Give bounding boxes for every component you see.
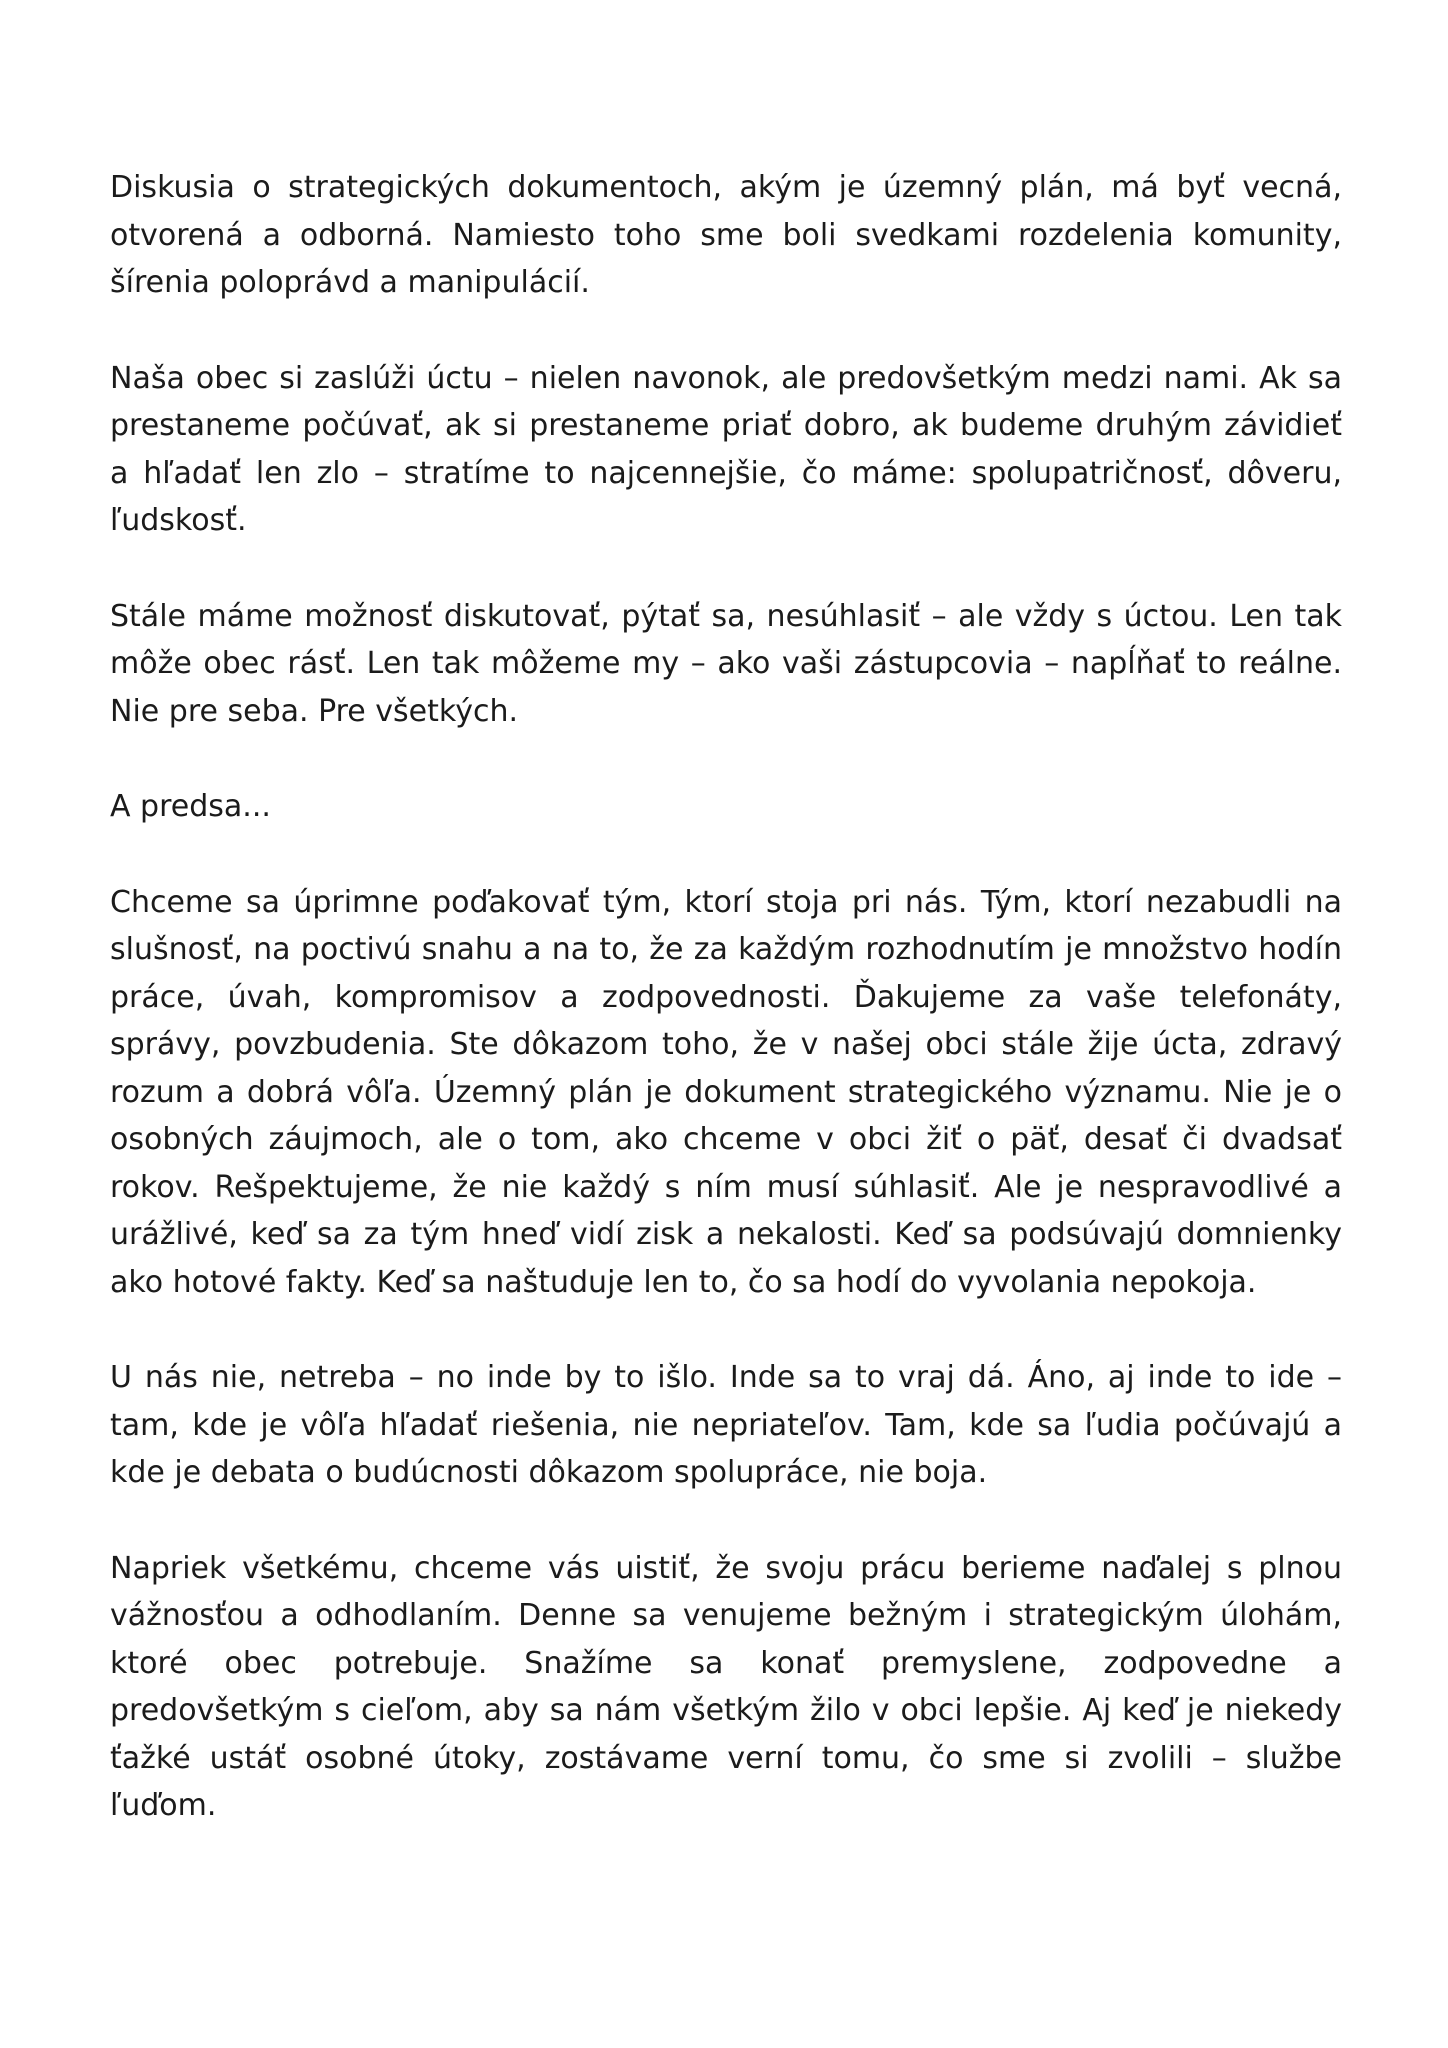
paragraph-dialogue: Stále máme možnosť diskutovať, pýtať sa, nesúhlasiť – ale vždy s úctou. Len tak môže obec rásť. Len tak môžeme my – ako vaši zástupcovia – napĺňať to reálne. Nie pre seba. Pre všetkých.	[110, 598, 1342, 729]
document-body	[110, 164, 1342, 1830]
paragraph-respect: Naša obec si zaslúži úctu – nielen navonok, ale predovšetkým medzi nami. Ak sa prestaneme počúvať, ak si prestaneme priať dobro, ak budeme druhým závidieť a hľadať len zlo – stratíme to najcennejšie, čo máme: spolupatričnosť, dôveru, ľudskosť.	[110, 360, 1342, 538]
paragraph-elsewhere: U nás nie, netreba – no inde by to išlo. Inde sa to vraj dá. Áno, aj inde to ide – tam, kde je vôľa hľadať riešenia, nie nepriateľov. Tam, kde sa ľudia počúvajú a kde je debata o budúcnosti dôkazom spolupráce, nie boja.	[110, 1360, 1342, 1490]
paragraph-commitment: Napriek všetkému, chceme vás uistiť, že svoju prácu berieme naďalej s plnou vážnosťou a odhodlaním. Denne sa venujeme bežným i strategickým úlohám, ktoré obec potrebuje. Snažíme sa konať premyslene, zodpovedne a predovšetkým s cieľom, aby sa nám všetkým žilo v obci lepšie. Aj keď je niekedy ťažké ustáť osobné útoky, zostávame verní tomu, čo sme si zvolili – službe ľuďom.	[110, 1550, 1342, 1823]
paragraph-thanks: Chceme sa úprimne poďakovať tým, ktorí stoja pri nás. Tým, ktorí nezabudli na slušnosť, na poctivú snahu a na to, že za každým rozhodnutím je množstvo hodín práce, úvah, kompromisov a zodpovednosti. Ďakujeme za vaše telefonáty, správy, povzbudenia. Ste dôkazom toho, že v našej obci stále žije úcta, zdravý rozum a dobrá vôľa. Územný plán je dokument strategického významu. Nie je o osobných záujmoch, ale o tom, ako chceme v obci žiť o päť, desať či dvadsať rokov. Rešpektujeme, že nie každý s ním musí súhlasiť. Ale je nespravodlivé a urážlivé, keď sa za tým hneď vidí zisk a nekalosti. Keď sa podsúvajú domnienky ako hotové fakty. Keď sa naštuduje len to, čo sa hodí do vyvolania nepokoja.	[110, 884, 1342, 1300]
paragraph-a-predsa: A predsa...	[110, 789, 271, 824]
paragraph-discussion: Diskusia o strategických dokumentoch, akým je územný plán, má byť vecná, otvorená a odborná. Namiesto toho sme boli svedkami rozdelenia komunity, šírenia poloprávd a manipulácií.	[110, 170, 1342, 300]
